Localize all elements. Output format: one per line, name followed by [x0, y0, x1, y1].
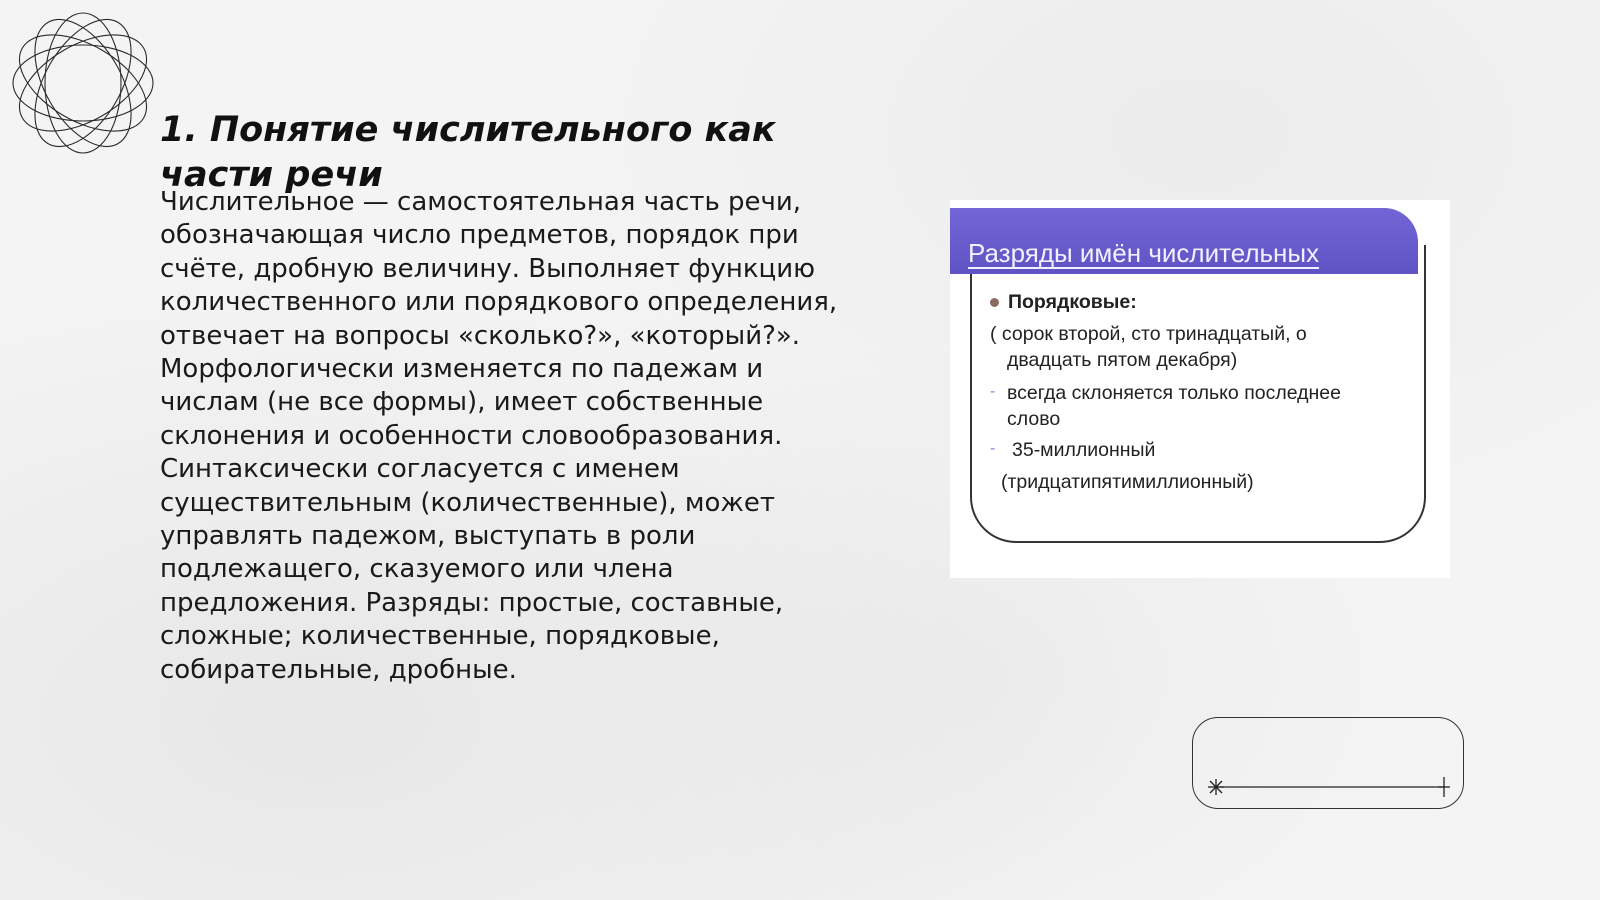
dash-bullet-icon: - [990, 440, 996, 457]
slide-title-line-1: 1. Понятие числительного как [160, 110, 776, 150]
decorative-star-line-icon [1200, 775, 1456, 799]
body-line: счёте, дробную величину. Выполняет функцию [160, 253, 816, 284]
rosette-ornament-icon [8, 8, 158, 158]
slide-title-line-2: части речи [160, 155, 383, 195]
body-line: отвечает на вопросы «сколько?», «который?». [160, 320, 801, 351]
bullet-dot-icon [990, 298, 999, 307]
card-heading: Порядковые: [1008, 291, 1137, 313]
body-line: обозначающая число предметов, порядок при [160, 220, 799, 251]
body-line: собирательные, дробные. [160, 654, 517, 685]
body-line: подлежащего, сказуемого или члена [160, 554, 674, 585]
card-line: двадцать пятом декабря) [1007, 349, 1238, 371]
body-line: сложные; количественные, порядковые, [160, 621, 720, 652]
body-line: Числительное — самостоятельная часть речи, [160, 187, 802, 217]
numeral-categories-card [950, 200, 1450, 578]
card-header [950, 208, 1418, 274]
body-line: количественного или порядкового определения, [160, 287, 838, 318]
card-line: всегда склоняется только последнее [1007, 382, 1341, 404]
body-line: предложения. Разряды: простые, составные, [160, 587, 784, 618]
card-header-title: Разряды имён числительных [968, 238, 1320, 268]
card-line: слово [1007, 408, 1061, 430]
body-line: числам (не все формы), имеет собственные [160, 387, 764, 418]
body-line: Синтаксически согласуется с именем [160, 454, 680, 485]
card-line: ( сорок второй, сто тринадцатый, о [990, 323, 1307, 345]
body-line: склонения и особенности словообразования. [160, 420, 783, 451]
body-line: управлять падежом, выступать в роли [160, 521, 696, 552]
card-line: (тридцатипятимиллионный) [1001, 471, 1254, 493]
body-line: Морфологически изменяется по падежам и [160, 354, 764, 385]
body-line: существительным (количественные), может [160, 487, 775, 518]
dash-bullet-icon: - [990, 383, 996, 400]
body-paragraph [160, 186, 850, 687]
slide-title [160, 108, 860, 198]
card-line: 35-миллионный [1012, 439, 1156, 461]
